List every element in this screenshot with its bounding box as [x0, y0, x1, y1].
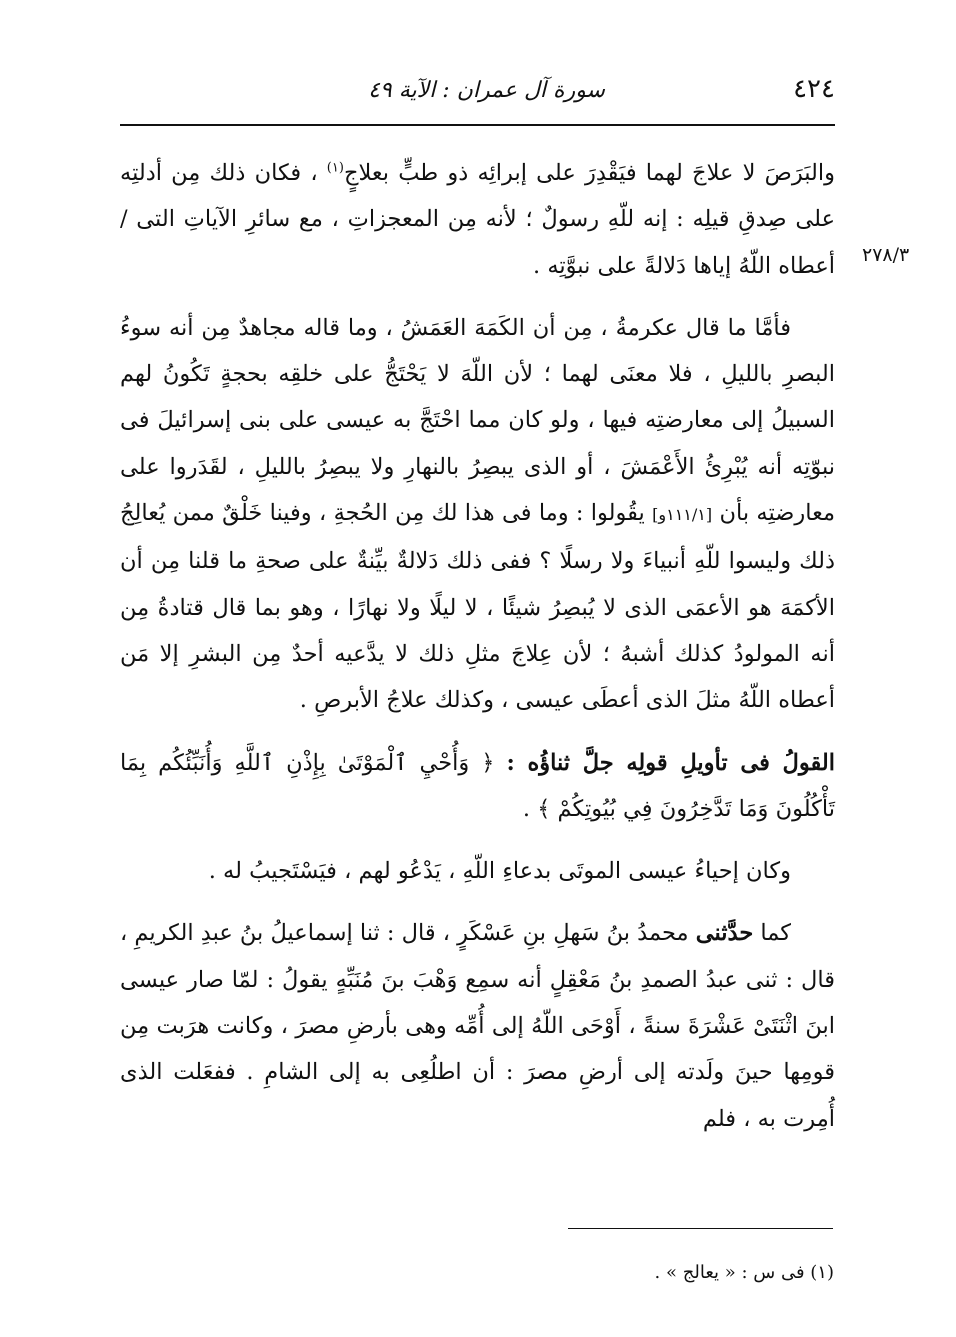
paragraph-1-start: والبَرَصَ لا علاجَ لهما فيَقْدِرَ على إبرائِه ذو طبٍّ بعلاجٍ: [343, 160, 836, 186]
paragraph-2-part-a: فأمَّا ما قال عكرمةُ ، مِن أن الكَمَهَ العَمَشُ ، وما قاله مجاهدٌ مِن أنه سوءُ البصرِ بالليلِ ، فلا معنَى لهما ؛ لأن اللّهَ لا يَحْتَجُّ على خلقِه بحجةٍ تَكُونُ لهم السبيلُ إلى معارضتِه فيها ، ولو كان مما احْتَجَّ به عيسى على بنى إسرائيلَ فى نبوّتِه أنه يُبْرِئُ الأَعْمَشَ ، أو الذى يبصِرُ بالنهارِ ولا يبصِرُ بالليلِ ، لقَدَروا على معارضتِه بأن: [120, 314, 835, 527]
narration-keyword: حدَّثنى: [695, 920, 754, 947]
manuscript-folio-reference: [١١١/١و]: [652, 505, 713, 525]
paragraph-2: [120, 305, 835, 724]
paragraph-1-rest: ، فكان ذلك مِن أدلتِه على صِدقِ قيلِه : إنه للّهِ رسولٌ ؛ لأنه مِن المعجزاتِ ، مع سائرِ الآياتِ التى / أعطاه اللّهُ إياها دَلالةً على نبوَّتِه .: [120, 160, 835, 279]
paragraph-4: [120, 848, 835, 894]
margin-volume-reference: ٢٧٨/٣: [862, 244, 910, 266]
paragraph-4-text: وكان إحياءُ عيسى الموتَى بدعاءِ اللّهِ ، يَدْعُو لهم ، فيَسْتَجيبُ له .: [208, 858, 791, 885]
paragraph-5-rest: محمدُ بنُ سَهلِ بنِ عَسْكَرٍ ، قال : ثنا إسماعيلُ بنُ عبدِ الكريمِ ، قال : ثنى عبدُ الصمدِ بنُ مَعْقِلٍ أنه سمِع وَهْبَ بنَ مُنَبِّهٍ يقولُ : لمّا صار عيسى ابنَ اثْنَتَىْ عَشْرَةَ سنةً ، أَوْحَى اللّهُ إلى أُمِّه وهى بأرضِ مصرَ ، وكانت هرَبت مِن قومِها حينَ ولَدته إلى أرضِ مصرَ : أن اطلُعِى به إلى الشامِ . ففعَلت الذى أُمِرت به ، فلم: [120, 920, 835, 1132]
footnote-marker: (١): [326, 160, 344, 176]
footnote: (١) فى س : « يعالج » .: [654, 1262, 834, 1283]
running-title: سورة آل عمران : الآية ٤٩: [368, 78, 605, 103]
paragraph-3-heading: [120, 740, 835, 833]
footnote-divider: [568, 1228, 833, 1229]
quran-verse: ﴿ وَأُحْيِ ٱلْمَوْتَىٰ بِإِذْنِ ٱللَّهِ وَأُنَبِّئُكُم بِمَا تَأْكُلُونَ وَمَا تَدَّخِرُونَ فِي بُيُوتِكُمْ ﴾ .: [120, 749, 835, 822]
section-heading: القولُ فى تأويلِ قولِه جلَّ ثناؤُه :: [506, 749, 835, 776]
paragraph-1: [120, 150, 835, 289]
paragraph-2-part-b: يقُولوا : وما فى هذا لك مِن الحُجةِ ، وفينا خَلْقٌ ممن يُعالِجُ ذلك وليسوا للّهِ أنبياءَ ولا رسلًا ؟ ففى ذلك دَلالةٌ بيِّنةٌ على صحةِ ما قلنا مِن أن الأكمَهَ هو الأعمَى الذى لا يُبصِرُ شيئًا ، لا ليلًا ولا نهارًا ، وهو بما قال قتادةُ مِن أنه المولودُ كذلك أشبهُ ؛ لأن عِلاجَ مثلِ ذلك لا يدَّعيه أحدٌ مِن البشرِ إلا مَن أعطاه اللّهُ مثلَ الذى أعطَى عيسى ، وكذلك علاجُ الأبرصِ .: [120, 500, 835, 714]
paragraph-5: [120, 910, 835, 1141]
paragraph-5-pre: كما: [760, 920, 791, 947]
main-text: [120, 150, 835, 1158]
header-divider: [120, 124, 835, 126]
page-header: [120, 70, 835, 110]
page-number: ٤٢٤: [793, 74, 835, 104]
